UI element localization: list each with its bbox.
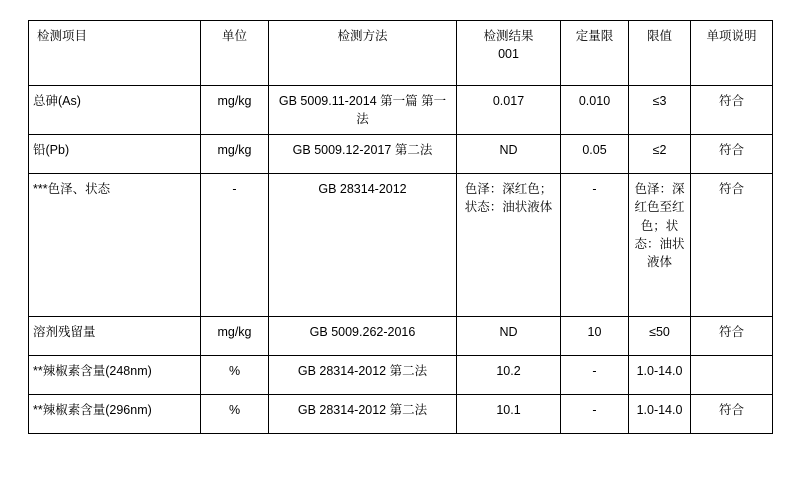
table-row — [29, 174, 773, 317]
table-row — [29, 356, 773, 395]
column-header-limit: 限值 — [629, 21, 691, 86]
cell-loq: - — [561, 356, 629, 395]
cell-method: GB 5009.262-2016 — [269, 317, 457, 356]
cell-loq: 0.05 — [561, 135, 629, 174]
cell-item: **辣椒素含量(248nm) — [29, 356, 201, 395]
column-header-result — [457, 21, 561, 86]
cell-limit: 1.0-14.0 — [629, 356, 691, 395]
table-row — [29, 135, 773, 174]
cell-limit-text: 色泽：深红色至红色；状态：油状液体 — [634, 182, 685, 269]
column-header-item: 检测项目 — [29, 21, 201, 86]
cell-result: 10.1 — [457, 395, 561, 434]
cell-item: **辣椒素含量(296nm) — [29, 395, 201, 434]
cell-item: 铅(Pb) — [29, 135, 201, 174]
cell-method: GB 28314-2012 第二法 — [269, 356, 457, 395]
column-header-method: 检测方法 — [269, 21, 457, 86]
cell-unit: mg/kg — [201, 135, 269, 174]
cell-conclusion: 符合 — [691, 395, 773, 434]
cell-limit — [629, 174, 691, 317]
cell-unit: mg/kg — [201, 86, 269, 135]
cell-result: 色泽：深红色；状态：油状液体 — [457, 174, 561, 317]
cell-limit: ≤3 — [629, 86, 691, 135]
table-row — [29, 86, 773, 135]
cell-result: ND — [457, 135, 561, 174]
column-header-loq: 定量限 — [561, 21, 629, 86]
cell-result: 10.2 — [457, 356, 561, 395]
cell-result: ND — [457, 317, 561, 356]
table-header-row — [29, 21, 773, 86]
cell-loq: 10 — [561, 317, 629, 356]
cell-loq: - — [561, 395, 629, 434]
cell-conclusion — [691, 356, 773, 395]
cell-method: GB 5009.12-2017 第二法 — [269, 135, 457, 174]
cell-unit: % — [201, 395, 269, 434]
cell-item: 总砷(As) — [29, 86, 201, 135]
column-header-conclusion: 单项说明 — [691, 21, 773, 86]
cell-conclusion: 符合 — [691, 135, 773, 174]
cell-conclusion: 符合 — [691, 86, 773, 135]
cell-loq: - — [561, 174, 629, 317]
cell-limit: ≤50 — [629, 317, 691, 356]
cell-item: 溶剂残留量 — [29, 317, 201, 356]
cell-loq: 0.010 — [561, 86, 629, 135]
table-row — [29, 395, 773, 434]
cell-result: 0.017 — [457, 86, 561, 135]
cell-method: GB 5009.11-2014 第一篇 第一法 — [269, 86, 457, 135]
cell-method: GB 28314-2012 第二法 — [269, 395, 457, 434]
cell-limit: 1.0-14.0 — [629, 395, 691, 434]
cell-limit: ≤2 — [629, 135, 691, 174]
cell-unit: - — [201, 174, 269, 317]
cell-unit: % — [201, 356, 269, 395]
cell-method: GB 28314-2012 — [269, 174, 457, 317]
cell-conclusion: 符合 — [691, 317, 773, 356]
column-header-result-line2: 001 — [498, 47, 519, 62]
cell-conclusion: 符合 — [691, 174, 773, 317]
column-header-unit: 单位 — [201, 21, 269, 86]
table-row — [29, 317, 773, 356]
cell-unit: mg/kg — [201, 317, 269, 356]
column-header-result-line1: 检测结果 — [483, 29, 534, 43]
inspection-results-table — [28, 20, 773, 434]
cell-item: ***色泽、状态 — [29, 174, 201, 317]
